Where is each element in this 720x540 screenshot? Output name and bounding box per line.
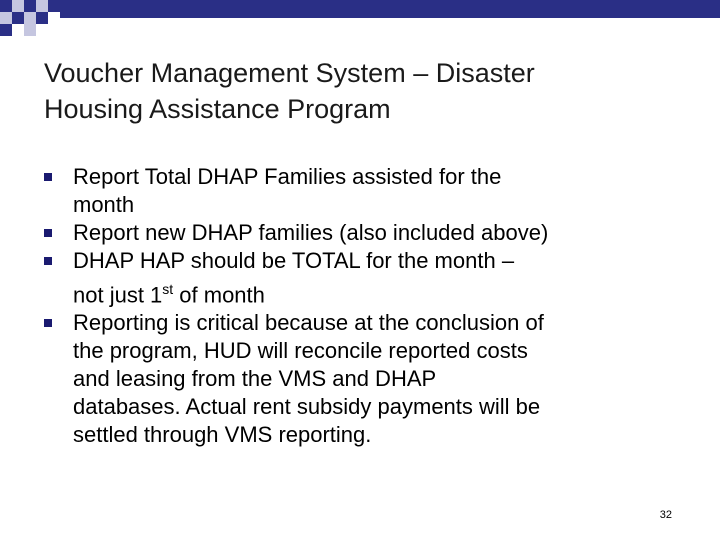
bullet-item: [44, 247, 694, 309]
bullet-text-line: the program, HUD will reconcile reported costs: [73, 338, 528, 364]
bullet-text-fragment: of month: [173, 282, 265, 308]
bullet-text-line: databases. Actual rent subsidy payments will be: [73, 394, 541, 420]
slide-title-line: Voucher Management System – Disaster: [44, 58, 535, 88]
bullet-text-line: Reporting is critical because at the conclusion of: [73, 310, 544, 336]
bullet-list: [44, 163, 694, 449]
bullet-text-fragment: not just 1: [73, 282, 163, 308]
bullet-text-line: and leasing from the VMS and DHAP: [73, 366, 437, 392]
bullet-text-line: month: [73, 192, 135, 217]
bullet-text-line: Report new DHAP families (also included above): [73, 220, 549, 245]
header-accent-bar: [60, 0, 720, 18]
square-bullet-icon: [44, 229, 52, 237]
bullet-item: [44, 219, 694, 247]
square-bullet-icon: [44, 173, 52, 181]
slide-title-line: Housing Assistance Program: [44, 94, 391, 124]
square-bullet-icon: [44, 319, 52, 327]
bullet-text-line: [73, 275, 694, 309]
checkered-grid-decoration: [0, 0, 60, 36]
ordinal-superscript: st: [162, 281, 174, 297]
square-bullet-icon: [44, 257, 52, 265]
bullet-text-line: settled through VMS reporting.: [73, 422, 372, 448]
page-number: 32: [659, 509, 672, 521]
slide-title: [44, 55, 684, 127]
bullet-text-line: Report Total DHAP Families assisted for the: [73, 164, 502, 189]
bullet-text-line: DHAP HAP should be TOTAL for the month –: [73, 248, 515, 273]
bullet-item: [44, 309, 694, 449]
bullet-item: [44, 163, 694, 219]
